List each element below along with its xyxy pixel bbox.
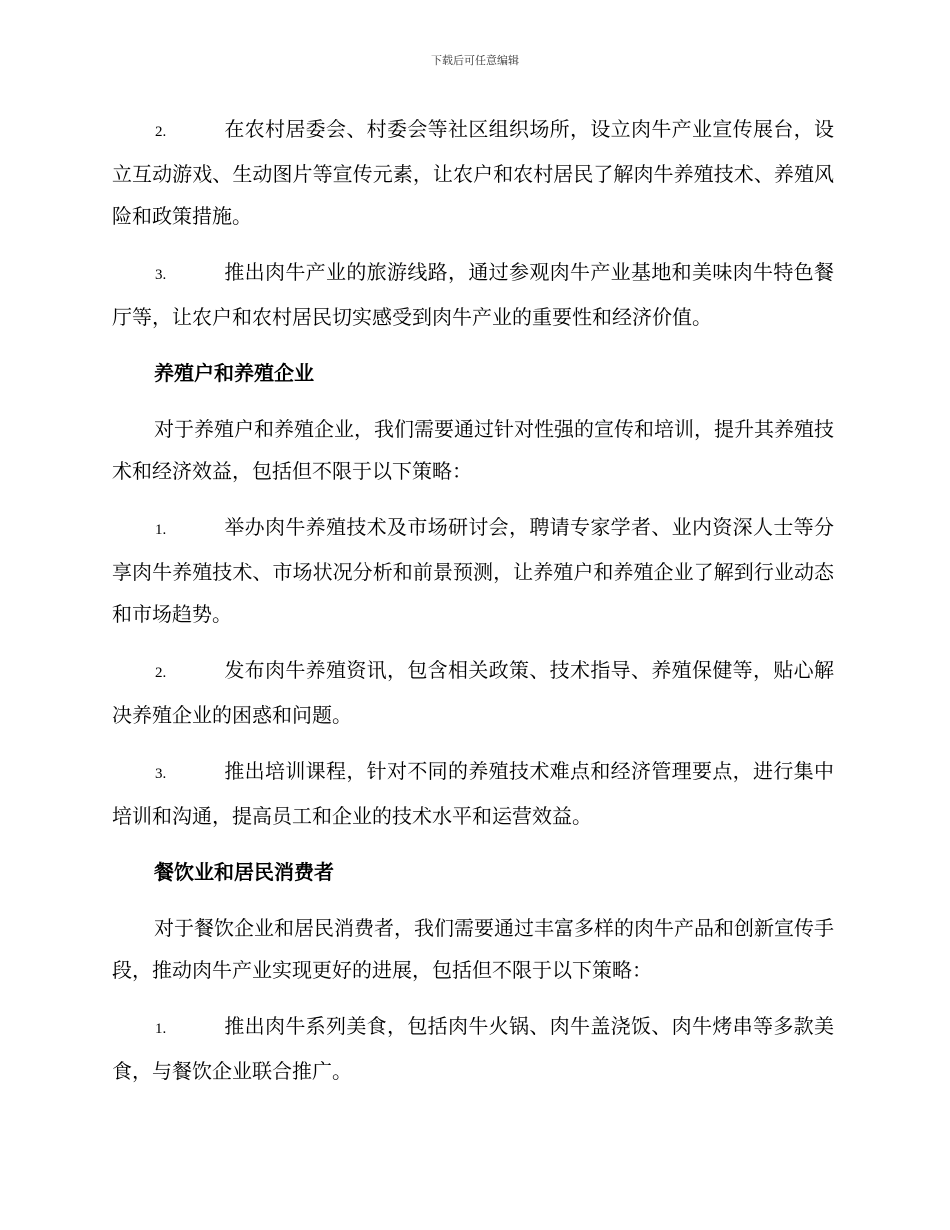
list-text: 举办肉牛养殖技术及市场研讨会，聘请专家学者、业内资深人士等分享肉牛养殖技术、市场状况分析和前景预测，让养殖户和养殖企业了解到行业动态和市场趋势。	[112, 515, 834, 626]
list-text: 推出肉牛系列美食，包括肉牛火锅、肉牛盖浇饭、肉牛烤串等多款美食，与餐饮企业联合推广。	[112, 1014, 834, 1083]
list-text: 推出肉牛产业的旅游线路，通过参观肉牛产业基地和美味肉牛特色餐厅等，让农户和农村居民切实感受到肉牛产业的重要性和经济价值。	[112, 260, 834, 329]
list-text: 推出培训课程，针对不同的养殖技术难点和经济管理要点，进行集中培训和沟通，提高员工和企业的技术水平和运营效益。	[112, 759, 834, 828]
list-number: 1.	[155, 522, 167, 538]
list-number: 3.	[155, 267, 167, 283]
page-header: 下载后可任意编辑	[431, 54, 519, 67]
section-paragraph: 对于餐饮企业和居民消费者，我们需要通过丰富多样的肉牛产品和创新宣传手段，推动肉牛产业实现更好的进展，包括但不限于以下策略：	[112, 916, 834, 982]
list-item	[112, 251, 834, 338]
list-number: 2.	[155, 665, 167, 681]
list-item	[112, 108, 834, 237]
list-item	[112, 506, 834, 635]
list-item	[112, 1005, 834, 1092]
section-heading-catering: 餐饮业和居民消费者	[154, 860, 334, 884]
list-number: 1.	[155, 1021, 167, 1037]
list-item	[112, 750, 834, 837]
list-number: 2.	[155, 124, 167, 140]
list-number: 3.	[155, 766, 167, 782]
list-item	[112, 649, 834, 736]
section-heading-farmers: 养殖户和养殖企业	[154, 361, 314, 385]
list-text: 发布肉牛养殖资讯，包含相关政策、技术指导、养殖保健等，贴心解决养殖企业的困惑和问题。	[112, 658, 834, 727]
section-paragraph: 对于养殖户和养殖企业，我们需要通过针对性强的宣传和培训，提升其养殖技术和经济效益，包括但不限于以下策略：	[112, 417, 834, 483]
document-body	[112, 108, 834, 1106]
list-text: 在农村居委会、村委会等社区组织场所，设立肉牛产业宣传展台，设立互动游戏、生动图片等宣传元素，让农户和农村居民了解肉牛养殖技术、养殖风险和政策措施。	[112, 117, 834, 228]
